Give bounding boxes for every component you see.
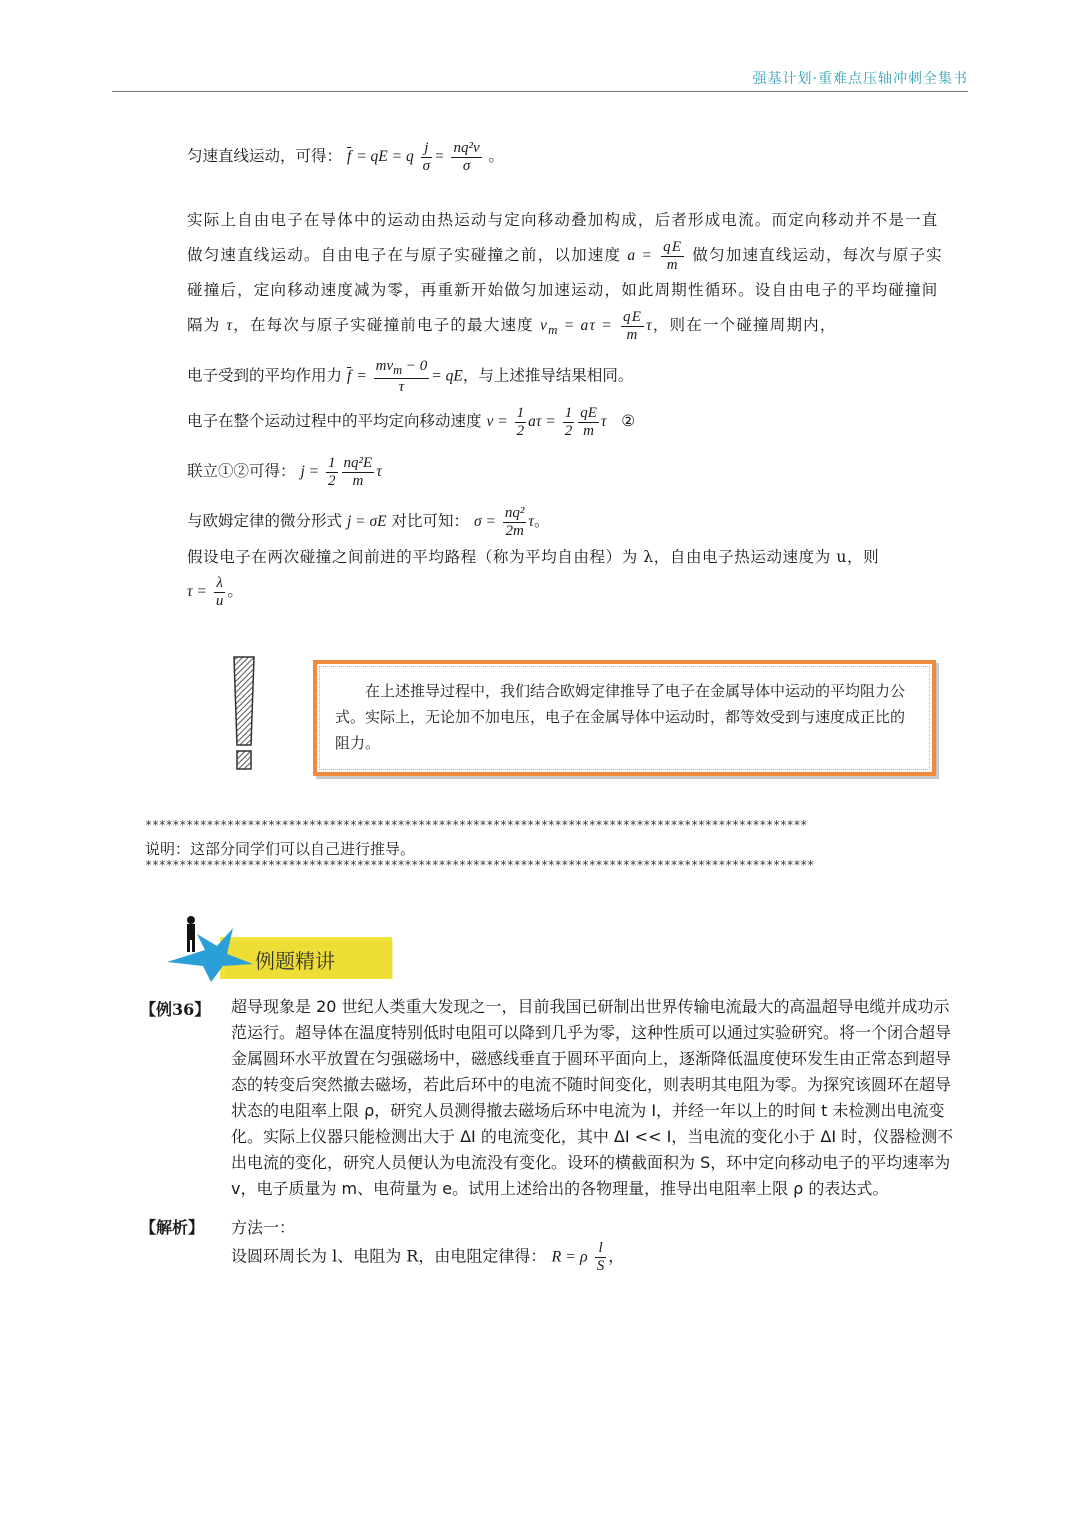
header-rule	[112, 91, 968, 92]
equation-line-force: 电子受到的平均作用力 $\overline{f}$ = $\frac{mv_m - 0}{\tau}$ = qE，与上述推导结果相同。	[187, 358, 634, 395]
ohm-end: 。	[533, 512, 550, 530]
example-body: 超导现象是 20 世纪人类重大发现之一，目前我国已研制出世界传输电流最大的高温超导电缆并成功示范运行。超导体在温度特别低时电阻可以降到几乎为零，这种性质可以通过实验研究。将一个闭合超导金属圆环水平放置在匀强磁场中，磁感线垂直于圆环平面向上，逐渐降低温度使环发生由正常态到超导态的转变后突然撤去磁场，若此后环中的电流不随时间变化，则表明其电阻为零。为探究该圆环在超导状态的电阻率上限 ρ，研究人员测得撤去磁场后环中电流为 I，并经一年以上的时间 t 未检测出电流变化。实际上仪器只能检测出大于 ΔI 的电流变化，其中 ΔI << I，当电流的变化小于 ΔI 时，仪器检测不出电流的变化，研究人员便认为电流没有变化。设环的横截面积为 S，环中定向移动电子的平均速率为 v，电子质量为 m、电荷量为 e。试用上述给出的各物理量，推导出电阻率上限 ρ 的表达式。	[231, 997, 954, 1198]
line1-text: 匀速直线运动，可得：	[187, 147, 343, 165]
tau-end: 。	[227, 582, 243, 600]
solution-method: 方法一：	[231, 1218, 296, 1237]
example-tag: 【例36】	[140, 1000, 211, 1019]
person-icon	[187, 916, 195, 952]
equation-line-velocity: 电子在整个运动过程中的平均定向移动速度 v = $\frac{1}{2}$ aτ = $\frac{1}{2}$ $\frac{qE}{m}$ τ ②	[187, 405, 636, 439]
equation-line-ohm: 与欧姆定律的微分形式 j = σE 对比可知： σ = $\frac{\text{nq²}}{2m}$ τ。	[187, 505, 550, 539]
ohm-text-b: 对比可知：	[391, 512, 470, 530]
ohm-text: 与欧姆定律的微分形式	[187, 512, 343, 530]
paragraph-derivation: 实际上自由电子在导体中的运动由热运动与定向移动叠加构成，后者形成电流。而定向移动并不是一直做匀速直线运动。自由电子在与原子实碰撞之前，以加速度 a = $\frac{qE}{m}$ 做匀加速直线运动，每次与原子实碰撞后，定向移动速度减为零，再重新开始做匀加速运动，如此周期性循环。设自由电子的平均碰撞间隔为 τ，在每次与原子实碰撞前电子的最大速度 $v_m = a\tau$ = $\frac{qE}{m}$ τ，则在一个碰撞周期内，	[187, 211, 943, 343]
solution-line1-end: ，	[608, 1246, 625, 1266]
join-text: 联立①②可得：	[187, 462, 296, 480]
example-banner-label: 例题精讲	[255, 949, 335, 973]
equation-line-tau: τ = $\frac{\lambda}{u}$ 。	[187, 575, 243, 609]
stars-divider-top: *************************************************************************************************	[145, 818, 807, 832]
force-text-end: ，与上述推导结果相同。	[462, 366, 634, 385]
note-box	[313, 660, 936, 776]
note-text: 在上述推导过程中，我们结合欧姆定律推导了电子在金属导体中运动的平均阻力公式。实际上，无论加不加电压，电子在金属导体中运动时，都等效受到与速度成正比的阻力。	[335, 682, 906, 752]
explain-text: 说明：这部分同学们可以自己进行推导。	[145, 840, 416, 858]
equation-mark-2: ②	[621, 412, 636, 430]
equation-line-join: 联立①②可得： j = $\frac{1}{2}$ $\frac{\text{nq²E}}{m}$ τ	[187, 455, 382, 489]
solution-line-1: 设圆环周长为 l、电阻为 R，由电阻定律得： R = ρ $\frac{l}{S}$ ，	[231, 1240, 625, 1274]
exclamation-icon	[233, 655, 255, 773]
assumption-line: 假设电子在两次碰撞之间前进的平均路程（称为平均自由程）为 λ，自由电子热运动速度为 u，则	[187, 548, 880, 566]
force-text: 电子受到的平均作用力	[187, 366, 343, 385]
solution-line1-text: 设圆环周长为 l、电阻为 R，由电阻定律得：	[231, 1246, 547, 1266]
equation-line-1: 匀速直线运动，可得： $\overline{f}$ = qE = q $\frac{j}{\sigma}$ = $\frac{\text{nq²v}}{\sigma}$ 。	[187, 140, 505, 174]
header-title: 强基计划·重难点压轴冲刺全集书	[752, 71, 968, 87]
velocity-text: 电子在整个运动过程中的平均定向移动速度	[187, 412, 482, 430]
solution-tag: 【解析】	[140, 1218, 205, 1237]
stars-divider-bottom: **************************************************************************************************	[145, 858, 814, 872]
